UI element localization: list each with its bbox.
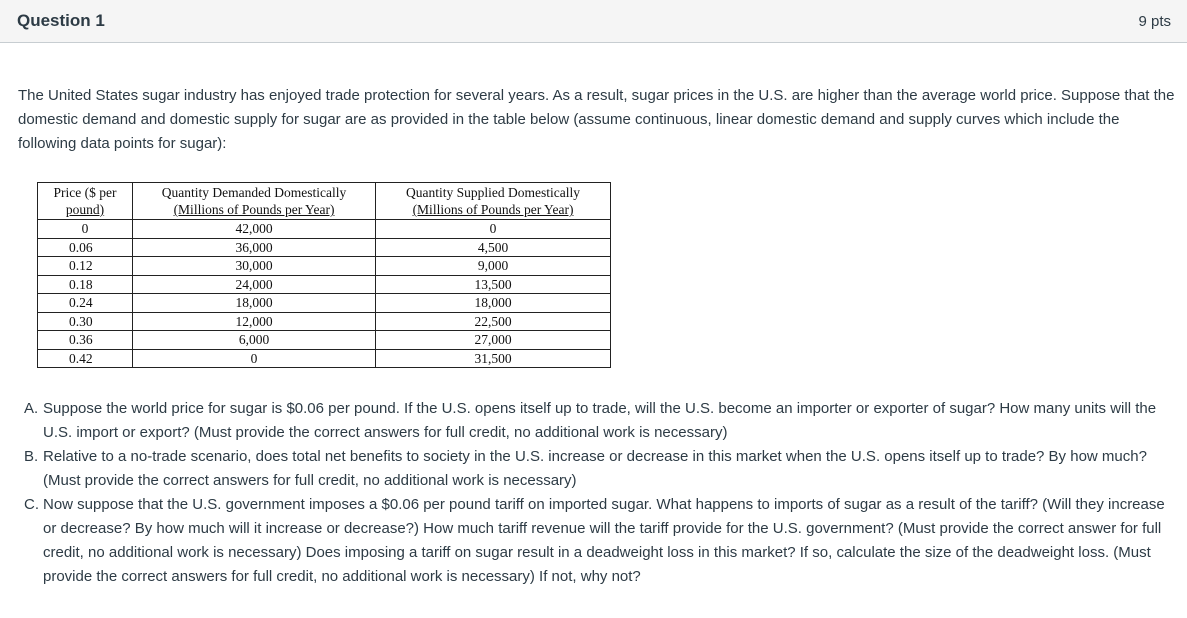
supplied-cell: 27,000 — [376, 331, 611, 350]
price-cell: 0.30 — [38, 312, 133, 331]
table-row — [38, 238, 611, 257]
table-row — [38, 220, 611, 239]
price-cell: 0.18 — [38, 275, 133, 294]
supplied-cell: 22,500 — [376, 312, 611, 331]
part-marker: C. — [24, 496, 39, 513]
header-quantity-demanded: Quantity Demanded Domestically (Millions of Pounds per Year) — [133, 183, 376, 220]
part-text: Now suppose that the U.S. government imposes a $0.06 per pound tariff on imported sugar. What happens to imports of sugar as a result of the tariff? (Will they increase or decrease? By how much will it increase or decrease?) How much tariff revenue will the tariff provide for the U.S. government? (Must provide the correct answer for full credit, no additional work is necessary) Does imposing a tariff on sugar result in a deadweight loss in this market? If so, calculate the size of the deadweight loss. (Must provide the correct answers for full credit, no additional work is necessary) If not, why not? — [43, 496, 1165, 585]
table-header-row — [38, 183, 611, 220]
table-row — [38, 312, 611, 331]
header-quantity-supplied: Quantity Supplied Domestically (Millions of Pounds per Year) — [376, 183, 611, 220]
question-part-a — [24, 397, 1174, 445]
header-price: Price ($ per pound) — [38, 183, 133, 220]
question-part-c — [24, 493, 1174, 589]
table-row — [38, 257, 611, 276]
part-marker: A. — [24, 400, 39, 417]
price-cell: 0.12 — [38, 257, 133, 276]
price-cell: 0.24 — [38, 294, 133, 313]
table-row — [38, 275, 611, 294]
demanded-cell: 12,000 — [133, 312, 376, 331]
question-intro: The United States sugar industry has enjoyed trade protection for several years. As a result, sugar prices in the U.S. are higher than the average world price. Suppose that the domestic demand and domestic supply for sugar are as provided in the table below (assume continuous, linear domestic demand and supply curves which include the following data points for sugar): — [18, 87, 1175, 152]
supplied-cell: 0 — [376, 220, 611, 239]
price-cell: 0.36 — [38, 331, 133, 350]
table-row — [38, 294, 611, 313]
supplied-cell: 31,500 — [376, 349, 611, 368]
demanded-cell: 42,000 — [133, 220, 376, 239]
part-text: Suppose the world price for sugar is $0.06 per pound. If the U.S. opens itself up to trade, will the U.S. become an importer or exporter of sugar? How many units will the U.S. import or export? (Must provide the correct answers for full credit, no additional work is necessary) — [43, 400, 1157, 441]
demanded-cell: 18,000 — [133, 294, 376, 313]
question-header — [0, 0, 1187, 43]
demanded-cell: 6,000 — [133, 331, 376, 350]
question-points: 9 pts — [1138, 12, 1171, 30]
question-title: Question 1 — [17, 11, 105, 30]
demanded-cell: 30,000 — [133, 257, 376, 276]
question-part-b — [24, 445, 1174, 493]
supply-demand-table — [37, 182, 611, 368]
table-row — [38, 349, 611, 368]
demanded-cell: 0 — [133, 349, 376, 368]
price-cell: 0.06 — [38, 238, 133, 257]
supplied-cell: 4,500 — [376, 238, 611, 257]
price-cell: 0 — [38, 220, 133, 239]
table-row — [38, 331, 611, 350]
question-parts-list — [24, 397, 1174, 589]
supplied-cell: 13,500 — [376, 275, 611, 294]
part-text: Relative to a no-trade scenario, does total net benefits to society in the U.S. increase or decrease in this market when the U.S. opens itself up to trade? By how much? (Must provide the correct answers for full credit, no additional work is necessary) — [43, 448, 1147, 489]
supplied-cell: 18,000 — [376, 294, 611, 313]
demanded-cell: 36,000 — [133, 238, 376, 257]
part-marker: B. — [24, 448, 39, 465]
supplied-cell: 9,000 — [376, 257, 611, 276]
price-cell: 0.42 — [38, 349, 133, 368]
demanded-cell: 24,000 — [133, 275, 376, 294]
